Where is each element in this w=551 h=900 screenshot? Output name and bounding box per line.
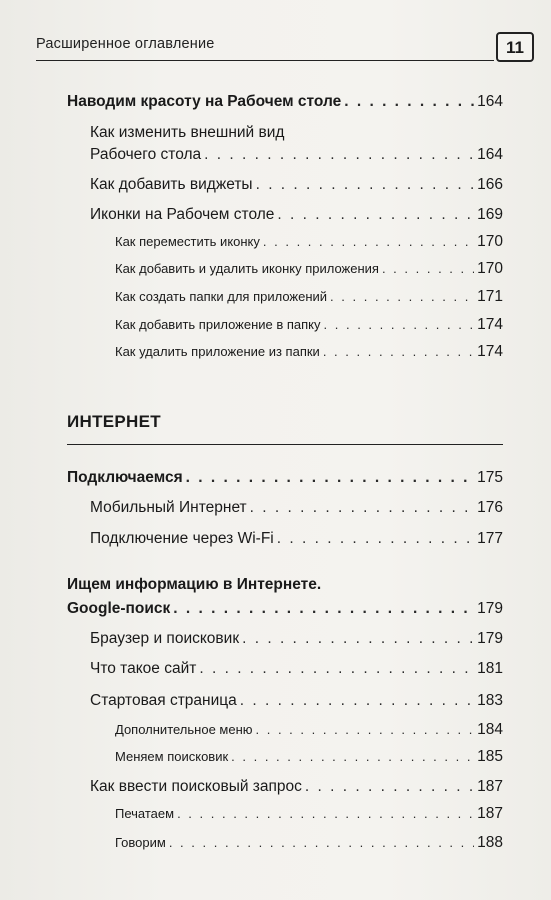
toc-entry-desktop-beauty bbox=[67, 93, 503, 111]
toc-label: Меняем поисковик bbox=[115, 749, 229, 764]
toc-label: Как переместить иконку bbox=[115, 234, 260, 249]
section-rule bbox=[67, 444, 503, 445]
toc-entry-create-folders bbox=[115, 288, 503, 306]
toc-entry-remove-from-folder bbox=[115, 343, 503, 361]
toc-label: Как добавить и удалить иконку приложения bbox=[115, 261, 379, 276]
section-heading: ИНТЕРНЕТ bbox=[67, 412, 161, 431]
toc-label: Подключаемся bbox=[67, 469, 183, 486]
toc-leader bbox=[324, 317, 475, 332]
toc-page: 179 bbox=[477, 630, 503, 647]
toc-leader bbox=[277, 530, 474, 548]
toc-entry-connecting bbox=[67, 469, 503, 487]
toc-entry-what-is-site bbox=[90, 660, 503, 678]
toc-label: Подключение через Wi-Fi bbox=[90, 530, 274, 547]
page-number-badge: 11 bbox=[496, 32, 534, 62]
toc-page: 187 bbox=[477, 778, 503, 795]
toc-page: 170 bbox=[477, 233, 503, 250]
toc-page: 177 bbox=[477, 530, 503, 547]
toc-leader bbox=[256, 722, 475, 737]
header-rule bbox=[36, 60, 494, 61]
toc-label: Печатаем bbox=[115, 806, 175, 821]
toc-entry-add-to-folder bbox=[115, 316, 503, 334]
toc-label: Рабочего стола bbox=[90, 146, 202, 163]
toc-label: Как создать папки для приложений bbox=[115, 289, 328, 304]
toc-page: 181 bbox=[477, 660, 503, 677]
toc-leader bbox=[256, 176, 475, 194]
toc-entry-desktop-icons bbox=[90, 206, 503, 224]
toc-entry-move-icon bbox=[115, 233, 503, 251]
toc-entry-wifi bbox=[90, 530, 503, 548]
toc-entry-change-look-line1: Как изменить внешний вид bbox=[90, 124, 285, 141]
toc-page: 174 bbox=[477, 343, 503, 360]
toc-entry-extra-menu bbox=[115, 721, 503, 739]
toc-leader bbox=[204, 146, 474, 164]
toc-label: Мобильный Интернет bbox=[90, 499, 247, 516]
toc-page: 184 bbox=[477, 721, 503, 738]
page-header bbox=[36, 34, 536, 66]
toc-label: Как удалить приложение из папки bbox=[115, 344, 320, 359]
toc-entry-speaking bbox=[115, 834, 503, 852]
toc-label: Наводим красоту на Рабочем столе bbox=[67, 93, 342, 110]
toc-entry-browser bbox=[90, 630, 503, 648]
toc-leader bbox=[250, 499, 474, 517]
toc-page: 164 bbox=[477, 93, 503, 110]
toc-leader bbox=[173, 600, 474, 618]
toc-leader bbox=[382, 261, 474, 276]
toc-page: 183 bbox=[477, 692, 503, 709]
toc-page: 188 bbox=[477, 834, 503, 851]
toc-leader bbox=[242, 630, 474, 648]
toc-leader bbox=[177, 806, 474, 821]
toc-label: Браузер и поисковик bbox=[90, 630, 240, 647]
toc-page: 174 bbox=[477, 316, 503, 333]
toc-entry-widgets bbox=[90, 176, 503, 194]
toc-page: 187 bbox=[477, 805, 503, 822]
toc-leader bbox=[169, 835, 474, 850]
toc-page: 169 bbox=[477, 206, 503, 223]
toc-label: Стартовая страница bbox=[90, 692, 237, 709]
toc-page: 170 bbox=[477, 260, 503, 277]
toc-page: 166 bbox=[477, 176, 503, 193]
toc-entry-add-remove-icon bbox=[115, 260, 503, 278]
toc-entry-search-info-line1: Ищем информацию в Интернете. bbox=[67, 576, 322, 593]
toc-page: 176 bbox=[477, 499, 503, 516]
toc-leader bbox=[240, 692, 474, 710]
toc-entry-change-search-engine bbox=[115, 748, 503, 766]
toc-page: 164 bbox=[477, 146, 503, 163]
toc-page: 179 bbox=[477, 600, 503, 617]
toc-leader bbox=[186, 469, 474, 487]
toc-label: Иконки на Рабочем столе bbox=[90, 206, 275, 223]
toc-leader bbox=[199, 660, 474, 678]
toc-entry-change-look bbox=[90, 146, 503, 164]
toc-leader bbox=[344, 93, 474, 111]
toc-label: Как добавить виджеты bbox=[90, 176, 253, 193]
toc-label: Дополнительное меню bbox=[115, 722, 253, 737]
toc-entry-google-search bbox=[67, 600, 503, 618]
toc-label: Как ввести поисковый запрос bbox=[90, 778, 302, 795]
toc-label: Говорим bbox=[115, 835, 166, 850]
toc-label: Google-поиск bbox=[67, 600, 171, 617]
toc-leader bbox=[263, 234, 474, 249]
toc-entry-search-query bbox=[90, 778, 503, 796]
toc-leader bbox=[330, 289, 474, 304]
toc-page: 175 bbox=[477, 469, 503, 486]
toc-label: Что такое сайт bbox=[90, 660, 197, 677]
toc-leader bbox=[323, 344, 474, 359]
toc-entry-mobile-internet bbox=[90, 499, 503, 517]
toc-entry-start-page bbox=[90, 692, 503, 710]
toc-page: 185 bbox=[477, 748, 503, 765]
toc-leader bbox=[305, 778, 474, 796]
toc-leader bbox=[277, 206, 474, 224]
running-head-title: Расширенное оглавление bbox=[36, 36, 215, 52]
toc-leader bbox=[231, 749, 474, 764]
toc-label: Как добавить приложение в папку bbox=[115, 317, 321, 332]
toc-entry-typing bbox=[115, 805, 503, 823]
toc-page: 171 bbox=[477, 288, 503, 305]
